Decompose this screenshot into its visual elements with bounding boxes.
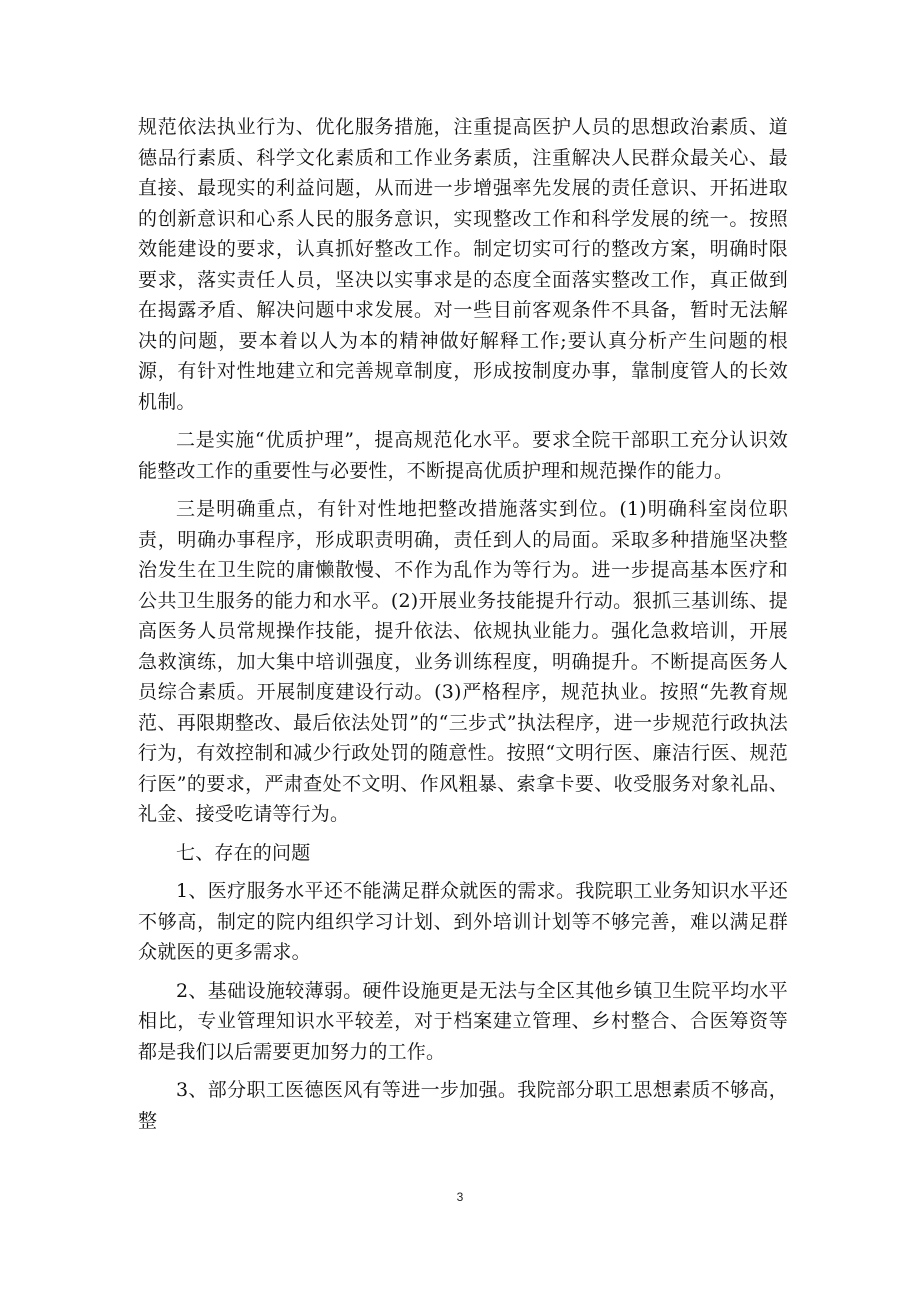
paragraph-continuation: 规范依法执业行为、优化服务措施，注重提高医护人员的思想政治素质、道德品行素质、科学文化素质和工作业务素质，注重解决人民群众最关心、最直接、最现实的利益问题，从而进一步增强率先发展的责任意识、开拓进取的创新意识和心系人民的服务意识，实现整改工作和科学发展的统一。按照效能建设的要求，认真抓好整改工作。制定切实可行的整改方案，明确时限要求，落实责任人员，坚决以实事求是的态度全面落实整改工作，真正做到在揭露矛盾、解决问题中求发展。对一些目前客观条件不具备，暂时无法解决的问题，要本着以人为本的精神做好解释工作;要认真分析产生问题的根源，有针对性地建立和完善规章制度，形成按制度办事，靠制度管人的长效机制。 <box>138 116 788 413</box>
paragraph-quality-nursing: 二是实施“优质护理”，提高规范化水平。要求全院干部职工充分认识效能整改工作的重要性与必要性，不断提高优质护理和规范操作的能力。 <box>138 429 788 482</box>
document-body <box>138 112 788 1144</box>
paragraph-problem-3: 3、部分职工医德医风有等进一步加强。我院部分职工思想素质不够高，整 <box>138 1079 788 1132</box>
paragraph-key-measures: 三是明确重点，有针对性地把整改措施落实到位。(1)明确科室岗位职责，明确办事程序，形成职责明确，责任到人的局面。采取多种措施坚决整治发生在卫生院的庸懒散慢、不作为乱作为等行为。进一步提高基本医疗和公共卫生服务的能力和水平。(2)开展业务技能提升行动。狠抓三基训练、提高医务人员常规操作技能，提升依法、依规执业能力。强化急救培训，开展急救演练，加大集中培训强度，业务训练程度，明确提升。不断提高医务人员综合素质。开展制度建设行动。(3)严格程序，规范执业。按照“先教育规范、再限期整改、最后依法处罚”的“三步式”执法程序，进一步规范行政执法行为，有效控制和减少行政处罚的随意性。按照“文明行医、廉洁行医、规范行医”的要求，严肃查处不文明、作风粗暴、索拿卡要、收受服务对象礼品、礼金、接受吃请等行为。 <box>138 498 788 825</box>
paragraph-problem-1: 1、医疗服务水平还不能满足群众就医的需求。我院职工业务知识水平还不够高，制定的院内组织学习计划、到外培训计划等不够完善，难以满足群众就医的更多需求。 <box>138 880 788 963</box>
paragraph-problem-2: 2、基础设施较薄弱。硬件设施更是无法与全区其他乡镇卫生院平均水平相比，专业管理知识水平较差，对于档案建立管理、乡村整合、合医筹资等都是我们以后需要更加努力的工作。 <box>138 979 788 1063</box>
page-number: 3 <box>456 1190 464 1204</box>
section-heading-existing-problems: 七、存在的问题 <box>176 841 311 864</box>
